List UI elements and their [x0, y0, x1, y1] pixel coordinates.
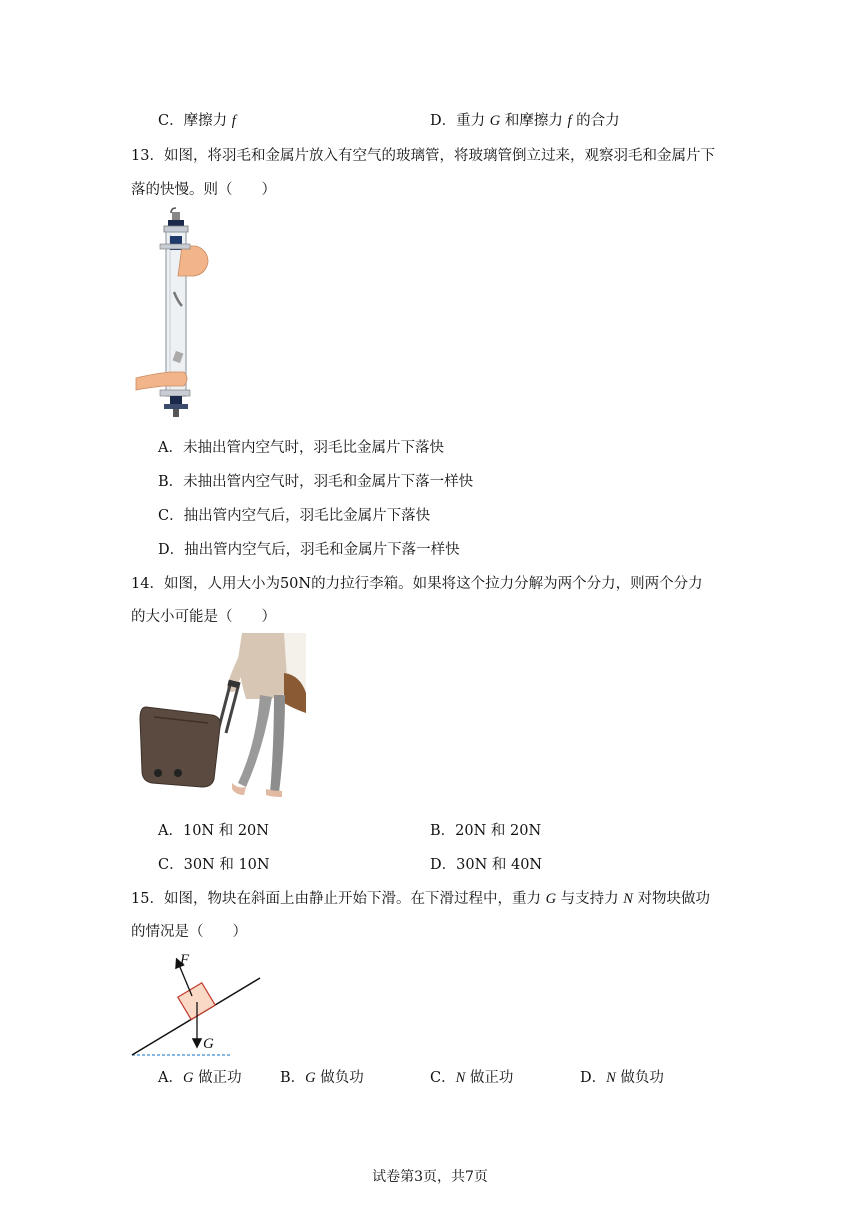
q14-option-b: B．20N 和 20N [430, 823, 542, 839]
q13-stem-line1: 13．如图，将羽毛和金属片放入有空气的玻璃管，将玻璃管倒立过来，观察羽毛和金属片下 [131, 148, 715, 164]
q13-option-b: B．未抽出管内空气时，羽毛和金属片下落一样快 [158, 474, 474, 490]
q15-option-c: C．N 做正功 [430, 1070, 514, 1086]
q15-option-d: D．N 做负功 [580, 1070, 664, 1086]
q15-option-a: A．G 做正功 [158, 1070, 242, 1086]
page-footer: 试卷第3页，共7页 [372, 1169, 488, 1185]
q15-option-b: B．G 做负功 [280, 1070, 364, 1086]
q13-option-c: C．抽出管内空气后，羽毛比金属片下落快 [158, 508, 431, 524]
q12-option-d: D．重力 G 和摩擦力 f 的合力 [430, 113, 620, 129]
force-f-label: F [180, 952, 190, 968]
q15-stem-line2: 的情况是（ ） [131, 924, 247, 940]
q14-stem-line1: 14．如图，人用大小为50N的力拉行李箱。如果将这个拉力分解为两个分力，则两个分力 [131, 576, 703, 592]
force-g-label: G [203, 1036, 214, 1052]
q14-option-c: C．30N 和 10N [158, 857, 270, 873]
q13-option-d: D．抽出管内空气后，羽毛和金属片下落一样快 [158, 542, 460, 558]
incline-diagram [128, 950, 268, 1062]
q14-stem-line2: 的大小可能是（ ） [131, 609, 276, 625]
q15-stem-line1: 15．如图，物块在斜面上由静止开始下滑。在下滑过程中，重力 G 与支持力 N 对物块做功 [131, 891, 711, 907]
q13-option-a: A．未抽出管内空气时，羽毛比金属片下落快 [158, 440, 444, 456]
luggage-photo [134, 633, 306, 813]
q14-option-a: A．10N 和 20N [158, 823, 269, 839]
q13-stem-line2: 落的快慢。则（ ） [131, 182, 276, 198]
q14-option-d: D．30N 和 40N [430, 857, 543, 873]
glass-tube-figure [134, 206, 214, 420]
q12-option-c: C．摩擦力 f [158, 113, 236, 129]
